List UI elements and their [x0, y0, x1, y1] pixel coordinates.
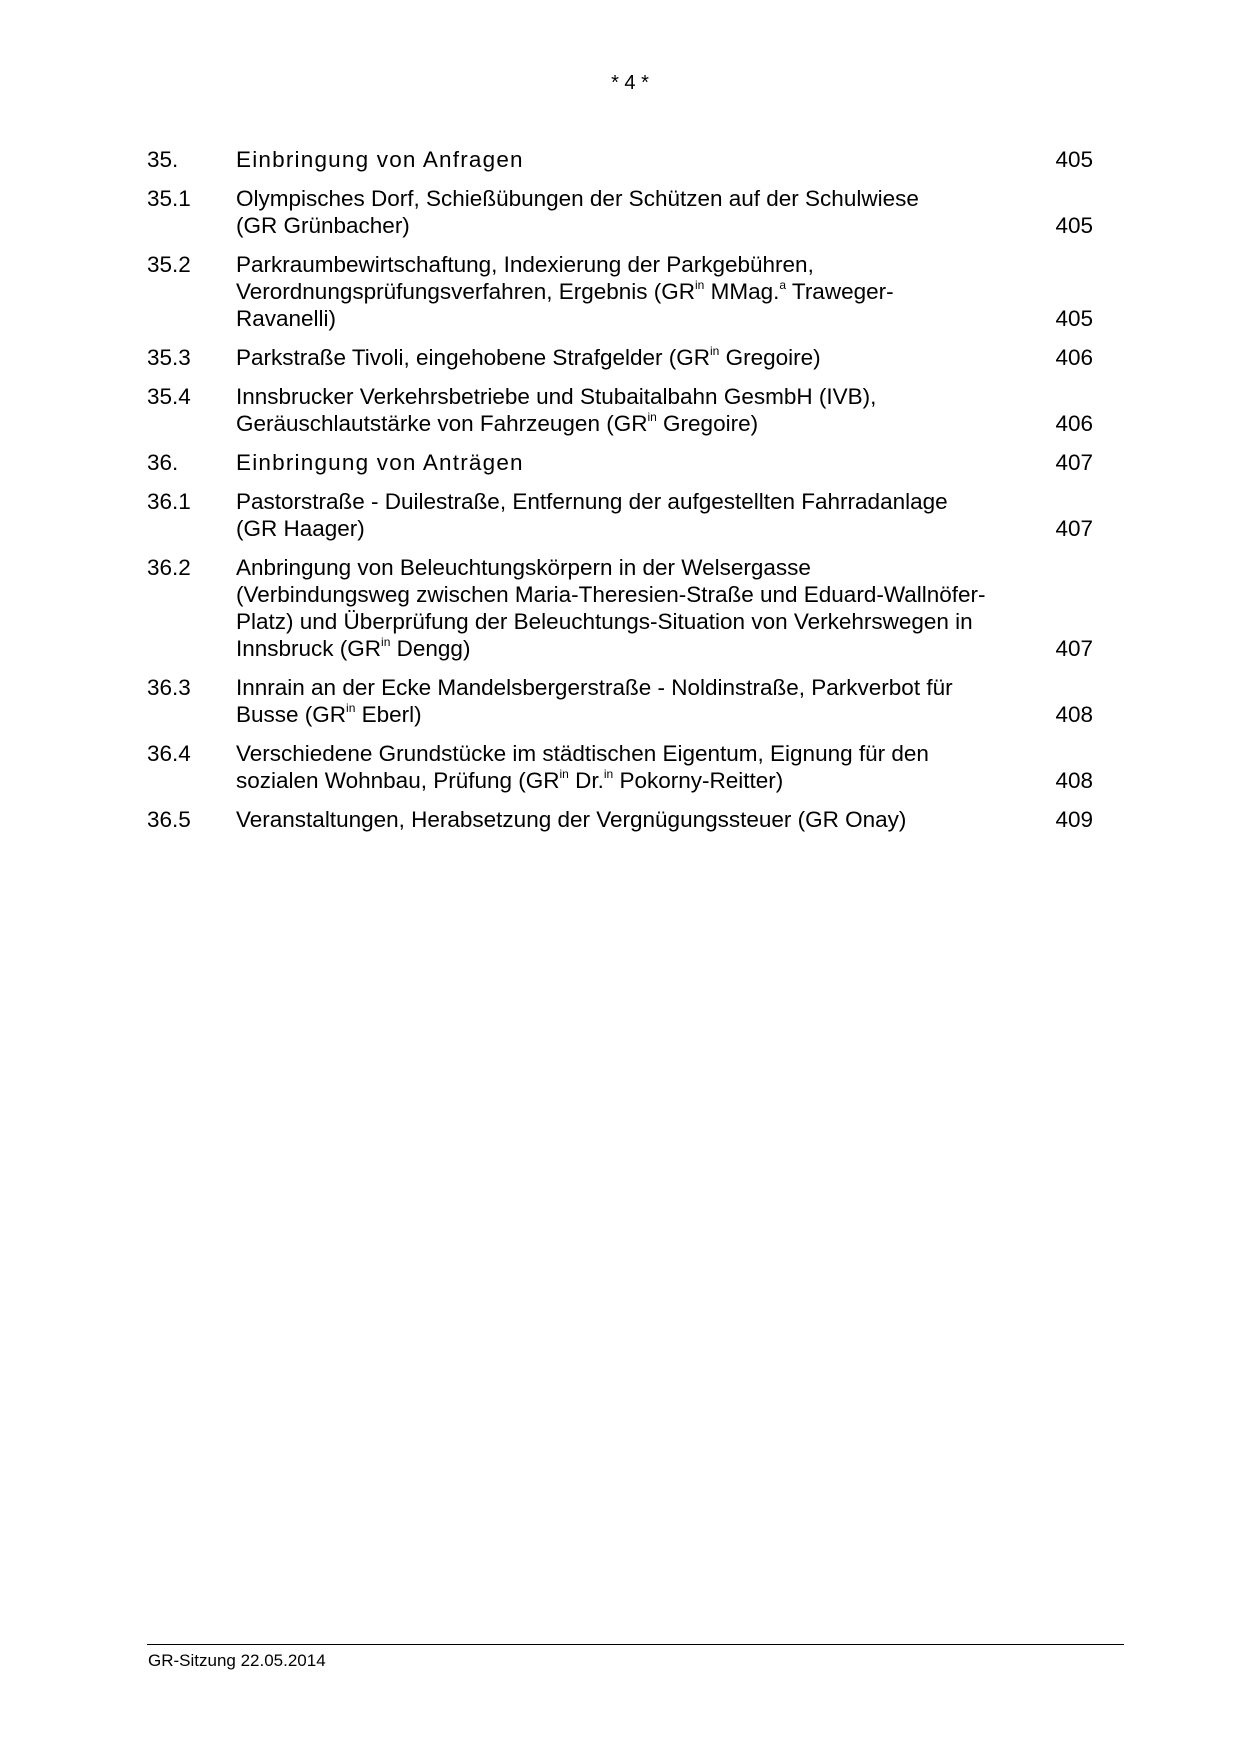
- toc-entry-number: 36.1: [147, 489, 191, 514]
- toc-entry-page: 406: [1055, 411, 1093, 436]
- toc-entry-title: [236, 383, 1033, 437]
- toc-entry-page: 409: [1055, 807, 1093, 832]
- superscript: in: [559, 767, 569, 781]
- toc-entry-line: Geräuschlautstärke von Fahrzeugen ($GR^{in}$ Gregoire): [236, 410, 759, 436]
- superscript: in: [346, 701, 356, 715]
- superscript: a: [779, 278, 787, 292]
- toc-entry: [147, 185, 1093, 239]
- toc-entry-number: 35.2: [147, 252, 191, 277]
- toc-entry-title: [236, 554, 1033, 662]
- toc-entry-page: 407: [1055, 450, 1093, 475]
- toc-entry: [147, 740, 1093, 794]
- superscript: in: [381, 635, 391, 649]
- toc-entry-line: Verschiedene Grundstücke im städtischen Eigentum, Eignung für den: [236, 741, 929, 766]
- toc-entry: [147, 488, 1093, 542]
- toc-entry-number: 36.: [147, 450, 179, 475]
- toc-entry: [147, 383, 1093, 437]
- toc-entry-line: Einbringung von Anfragen: [236, 147, 524, 172]
- superscript: in: [603, 767, 614, 781]
- toc-entry-title: [236, 344, 1033, 371]
- footer-text: GR-Sitzung 22.05.2014: [148, 1651, 326, 1670]
- superscript: in: [647, 410, 657, 424]
- toc-entry-page: 407: [1055, 516, 1093, 541]
- page-number: * 4 *: [611, 72, 649, 94]
- toc-entry-number: 35.: [147, 147, 179, 172]
- toc-entry-line: Anbringung von Beleuchtungskörpern in der Welsergasse: [236, 555, 811, 580]
- superscript: in: [709, 344, 720, 358]
- toc-entry-number: 35.4: [147, 384, 191, 409]
- toc-entry: [147, 806, 1093, 833]
- toc-entry-page: 405: [1055, 306, 1093, 331]
- toc-entry-title: [236, 740, 1033, 794]
- toc-entry-line: Verordnungsprüfungsverfahren, Ergebnis ($GR^{in}$ MMag.$^a$ Traweger-: [236, 278, 894, 304]
- toc-entry-title: [236, 488, 1033, 542]
- toc-entry-line: Pastorstraße - Duilestraße, Entfernung der aufgestellten Fahrradanlage: [236, 489, 948, 514]
- toc-entry-number: 35.3: [147, 345, 191, 370]
- footer-divider: [147, 1644, 1124, 1645]
- toc-entry-line: Ravanelli): [236, 306, 337, 331]
- toc-entry-title: [236, 185, 1033, 239]
- toc-entry: [147, 554, 1093, 662]
- toc-entry-line: Veranstaltungen, Herabsetzung der Vergnügungssteuer (GR Onay): [236, 807, 907, 832]
- toc-heading: [147, 449, 1093, 476]
- toc-entry-title: [236, 146, 1033, 173]
- toc-entry-line: Olympisches Dorf, Schießübungen der Schützen auf der Schulwiese: [236, 186, 919, 211]
- toc-entry-line: Platz) und Überprüfung der Beleuchtungs-Situation von Verkehrswegen in: [236, 609, 973, 634]
- toc-entry-number: 36.3: [147, 675, 191, 700]
- toc-entry-page: 405: [1055, 213, 1093, 238]
- toc-entry: [147, 251, 1093, 332]
- toc-entry-page: 407: [1055, 636, 1093, 661]
- toc-entry-page: 408: [1055, 702, 1093, 727]
- toc-heading: [147, 146, 1093, 173]
- toc-entry-page: 405: [1055, 147, 1093, 172]
- toc-entry-title: [236, 251, 1033, 332]
- toc-entry-title: [236, 674, 1033, 728]
- toc-entry-number: 36.2: [147, 555, 191, 580]
- toc-entry-page: 406: [1055, 345, 1093, 370]
- toc-entry-page: 408: [1055, 768, 1093, 793]
- toc-entry-line: Parkstraße Tivoli, eingehobene Strafgelder ($GR^{in}$ Gregoire): [236, 344, 821, 370]
- toc-entry-line: Innsbruck ($GR^{in}$ Dengg): [236, 635, 471, 661]
- toc-entry-line: Innrain an der Ecke Mandelsbergerstraße - Noldinstraße, Parkverbot für: [236, 675, 953, 700]
- superscript: in: [695, 278, 705, 292]
- toc-entry-title: [236, 806, 1033, 833]
- toc-entry-number: 36.4: [147, 741, 191, 766]
- table-of-contents: [147, 146, 1093, 845]
- toc-entry-line: (GR Grünbacher): [236, 213, 410, 238]
- toc-entry-line: Busse ($GR^{in}$ Eberl): [236, 701, 422, 727]
- toc-entry-line: Einbringung von Anträgen: [236, 450, 524, 475]
- toc-entry-line: (Verbindungsweg zwischen Maria-Theresien-Straße und Eduard-Wallnöfer-: [236, 582, 986, 607]
- toc-entry-line: (GR Haager): [236, 516, 365, 541]
- toc-entry-number: 35.1: [147, 186, 191, 211]
- toc-entry-line: sozialen Wohnbau, Prüfung ($GR^{in}$ Dr.$^{in}$ Pokorny-Reitter): [236, 767, 784, 793]
- toc-entry: [147, 344, 1093, 371]
- toc-entry: [147, 674, 1093, 728]
- toc-entry-number: 36.5: [147, 807, 191, 832]
- toc-entry-line: Parkraumbewirtschaftung, Indexierung der Parkgebühren,: [236, 252, 814, 277]
- toc-entry-line: Innsbrucker Verkehrsbetriebe und Stubaitalbahn GesmbH (IVB),: [236, 384, 877, 409]
- toc-entry-title: [236, 449, 1033, 476]
